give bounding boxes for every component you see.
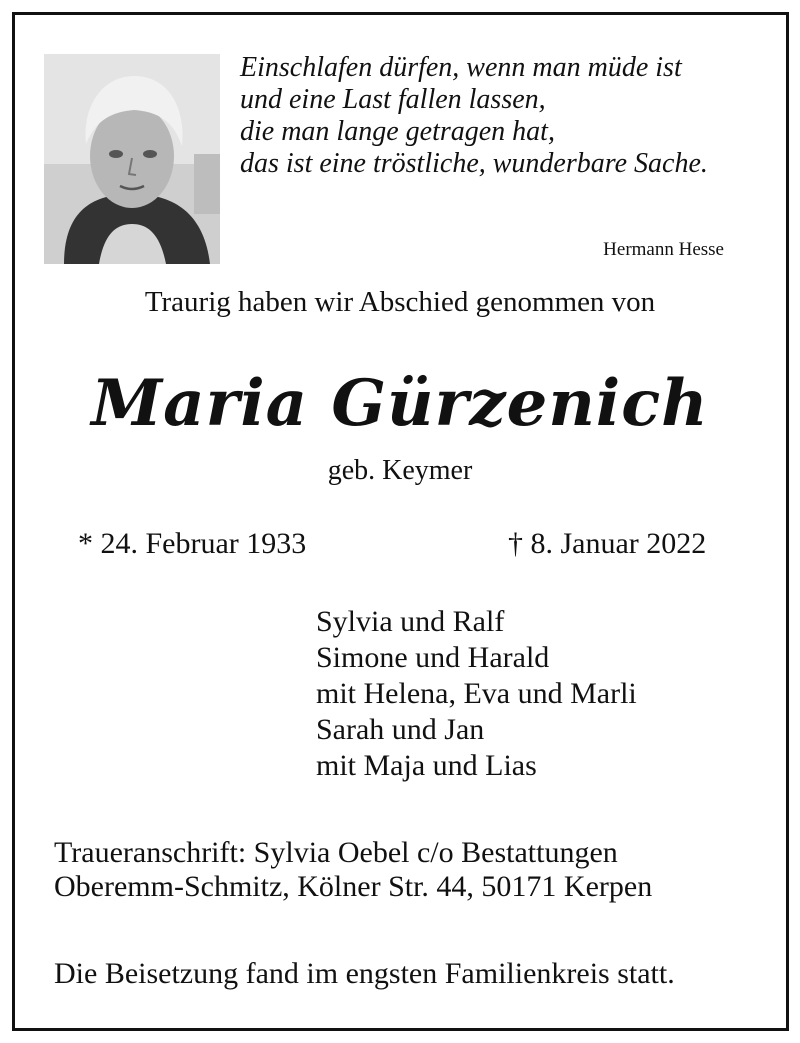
quote-line: die man lange getragen hat, [240, 116, 555, 147]
family-member: Sylvia und Ralf [316, 605, 505, 638]
deceased-name: Maria Gürzenich [91, 366, 709, 441]
portrait-image [44, 54, 220, 264]
quote-line: Einschlafen dürfen, wenn man müde ist [240, 52, 682, 83]
family-list [316, 604, 637, 784]
address-line: Oberemm-Schmitz, Kölner Str. 44, 50171 Kerpen [54, 870, 653, 903]
intro-text: Traurig haben wir Abschied genommen von [144, 286, 656, 318]
address-line: Traueranschrift: Sylvia Oebel c/o Bestattungen [54, 836, 618, 869]
maiden-name: geb. Keymer [327, 455, 473, 486]
family-member: Sarah und Jan [316, 713, 485, 746]
mourning-address [54, 836, 652, 904]
death-date: † 8. Januar 2022 [508, 527, 707, 560]
birth-date: * 24. Februar 1933 [78, 527, 307, 560]
quote-line: das ist eine tröstliche, wunderbare Sache. [240, 148, 708, 179]
burial-note: Die Beisetzung fand im engsten Familienkreis statt. [54, 957, 675, 990]
portrait-photo [44, 54, 220, 264]
quote-line: und eine Last fallen lassen, [240, 84, 546, 115]
quote-block [240, 52, 760, 260]
family-member: Simone und Harald [316, 641, 550, 674]
family-member: mit Maja und Lias [316, 749, 537, 782]
quote-author: Hermann Hesse [603, 239, 724, 260]
family-member: mit Helena, Eva und Marli [316, 677, 637, 710]
